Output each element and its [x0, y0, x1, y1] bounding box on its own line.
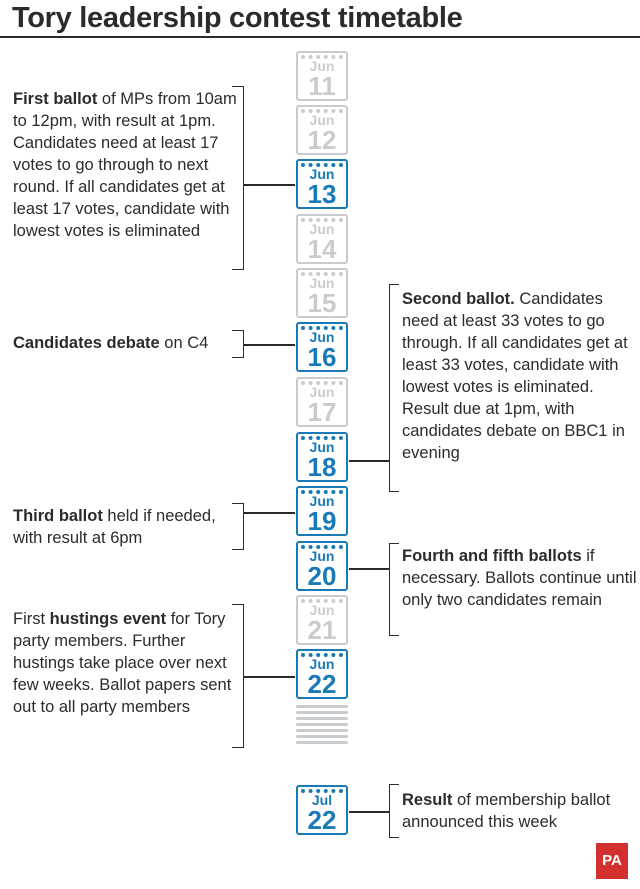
candidates-debate-bracket [232, 330, 244, 358]
calendar-day: 12 [307, 125, 337, 155]
calendar-day: 17 [307, 397, 337, 427]
calendar-month: Jun [309, 493, 335, 509]
calendar-icon-jun-19 [296, 486, 348, 536]
calendar-icon-jun-21 [296, 595, 348, 645]
calendar-icon-jun-11 [296, 51, 348, 101]
fourth-fifth-heading: Fourth and fifth ballots [402, 547, 582, 565]
calendar-month: Jun [309, 329, 335, 345]
hustings-text-pre: First [13, 610, 50, 628]
calendar-day: 18 [307, 452, 337, 482]
hustings-bracket [232, 604, 244, 748]
calendar-month: Jun [309, 166, 335, 182]
third-ballot-bracket [232, 503, 244, 550]
result-connector [349, 811, 389, 813]
timeline-gap-icon [296, 705, 348, 753]
calendar-month: Jun [309, 275, 335, 291]
calendar-icon-jun-20 [296, 541, 348, 591]
candidates-debate-text: on C4 [159, 334, 209, 352]
calendar-icon-jun-16 [296, 322, 348, 372]
candidates-debate-note [13, 332, 233, 354]
result-note [402, 789, 638, 833]
second-ballot-heading: Second ballot. [402, 290, 515, 308]
fourth-fifth-bracket [389, 543, 399, 636]
candidates-debate-connector [244, 344, 295, 346]
calendar-month: Jun [309, 384, 335, 400]
title-rule [0, 36, 640, 38]
calendar-month: Jun [309, 548, 335, 564]
calendar-icon-jul-22 [296, 785, 348, 835]
pa-logo: PA [596, 843, 628, 879]
calendar-day: 14 [307, 234, 337, 264]
calendar-day: 13 [307, 179, 337, 209]
calendar-month: Jun [309, 221, 335, 237]
calendar-icon-jun-15 [296, 268, 348, 318]
third-ballot-note [13, 505, 245, 549]
calendar-day: 16 [307, 342, 337, 372]
calendar-month: Jun [309, 602, 335, 618]
fourth-fifth-connector [349, 568, 389, 570]
second-ballot-connector [349, 460, 389, 462]
hustings-connector [244, 676, 295, 678]
first-ballot-connector [244, 184, 295, 186]
result-text: of membership ballot announced this week [402, 791, 611, 831]
fourth-fifth-text: if necessary. Ballots continue until only two candidates remain [402, 547, 637, 609]
page-title: Tory leadership contest timetable [12, 2, 463, 34]
calendar-month: Jul [311, 792, 333, 808]
calendar-icon-jun-18 [296, 432, 348, 482]
second-ballot-text: Candidates need at least 33 votes to go through. If all candidates get at least 33 votes, candidate with lowest votes is eliminated. Result due at 1pm, with candidates debate on BBC1 in evening [402, 290, 628, 462]
second-ballot-note [402, 288, 638, 464]
calendar-icon-jun-17 [296, 377, 348, 427]
third-ballot-text: held if needed, with result at 6pm [13, 507, 216, 547]
hustings-text: for Tory party members. Further hustings take place over next few weeks. Ballot papers sent out to all party members [13, 610, 232, 716]
result-heading: Result [402, 791, 453, 809]
first-ballot-heading: First ballot [13, 90, 98, 108]
first-ballot-bracket [232, 86, 244, 270]
first-ballot-note [13, 88, 238, 242]
calendar-month: Jun [309, 58, 335, 74]
first-ballot-text: of MPs from 10am to 12pm, with result at 1pm. Candidates need at least 17 votes to go through to next round. If all candidates get at least 17 votes, candidate with lowest votes is eliminated [13, 90, 237, 240]
calendar-icon-jun-22 [296, 649, 348, 699]
fourth-fifth-note [402, 545, 638, 611]
calendar-day: 21 [307, 615, 337, 645]
calendar-icon-jun-13 [296, 159, 348, 209]
calendar-month: Jun [309, 656, 335, 672]
second-ballot-bracket [389, 284, 399, 492]
hustings-note [13, 608, 235, 718]
calendar-day: 11 [308, 71, 336, 101]
third-ballot-connector [244, 512, 295, 514]
calendar-icon-jun-14 [296, 214, 348, 264]
calendar-day: 22 [307, 805, 337, 835]
calendar-month: Jun [309, 439, 335, 455]
third-ballot-heading: Third ballot [13, 507, 103, 525]
calendar-day: 22 [307, 669, 337, 699]
candidates-debate-heading: Candidates debate [13, 334, 160, 352]
calendar-month: Jun [309, 112, 335, 128]
calendar-day: 20 [307, 561, 337, 591]
result-bracket [389, 784, 399, 838]
calendar-icon-jun-12 [296, 105, 348, 155]
hustings-heading: hustings event [49, 610, 167, 628]
calendar-day: 15 [307, 288, 337, 318]
calendar-day: 19 [307, 506, 337, 536]
